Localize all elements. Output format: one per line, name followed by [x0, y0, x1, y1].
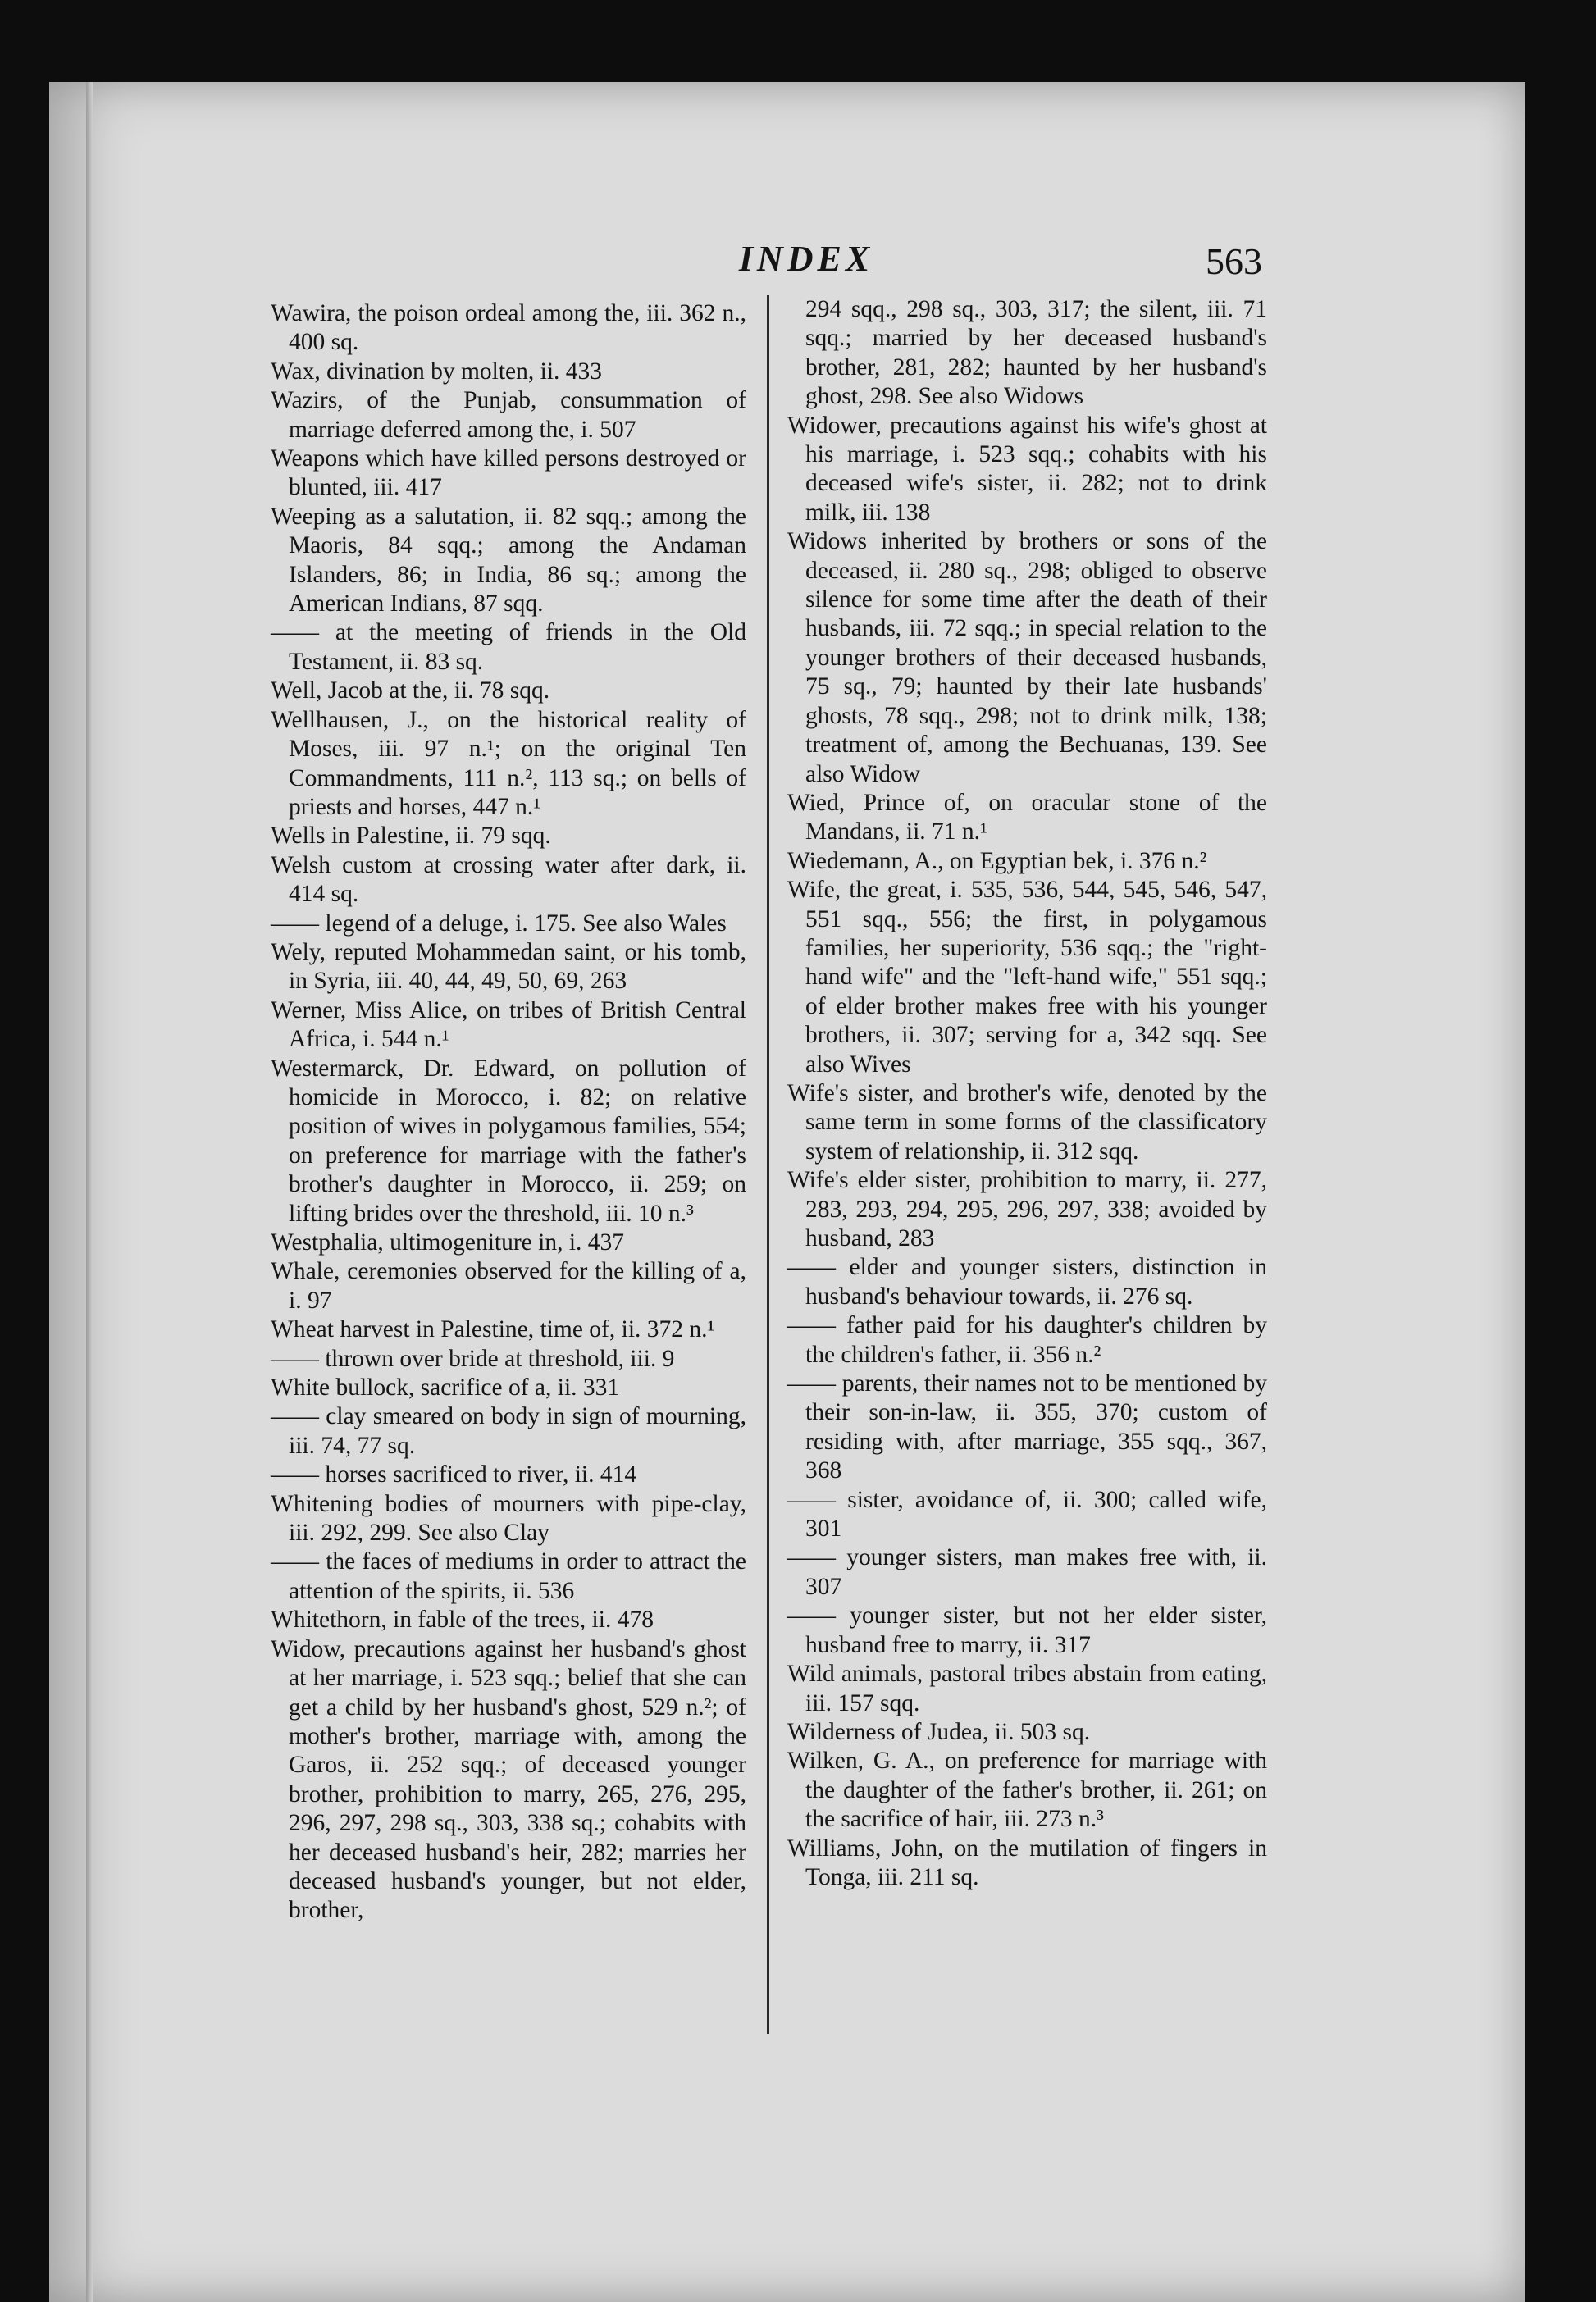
- index-entry: Williams, John, on the mutilation of fingers in Tonga, iii. 211 sq.: [787, 1835, 1267, 1890]
- index-entry: —— younger sister, but not her elder sister, husband free to marry, ii. 317: [787, 1602, 1267, 1658]
- index-entry: —— sister, avoidance of, ii. 300; called wife, 301: [787, 1486, 1267, 1543]
- page-binding-edge: [86, 82, 93, 2302]
- index-entry: Wellhausen, J., on the historical reality of Moses, iii. 97 n.¹; on the original Ten Commandments, 111 n.², 113 sq.; on bells of priests and horses, 447 n.¹: [271, 706, 746, 820]
- index-entry: —— the faces of mediums in order to attract the attention of the spirits, ii. 536: [271, 1548, 746, 1604]
- index-entry: Wheat harvest in Palestine, time of, ii. 372 n.¹: [271, 1316, 715, 1343]
- index-entry: White bullock, sacrifice of a, ii. 331: [271, 1374, 620, 1402]
- index-entry: Weapons which have killed persons destroyed or blunted, iii. 417: [271, 445, 746, 501]
- right-column: [767, 295, 1267, 2034]
- index-entry: Whitening bodies of mourners with pipe-clay, iii. 292, 299. See also Clay: [271, 1490, 746, 1547]
- index-entry: —— clay smeared on body in sign of mourning, iii. 74, 77 sq.: [271, 1403, 746, 1459]
- index-entry: Welsh custom at crossing water after dark, ii. 414 sq.: [271, 851, 746, 908]
- left-column: [271, 299, 746, 1926]
- index-entry: Wilken, G. A., on preference for marriage with the daughter of the father's brother, ii. 261; on the sacrifice of hair, iii. 273 n.³: [787, 1748, 1267, 1833]
- index-entry: Wild animals, pastoral tribes abstain from eating, iii. 157 sqq.: [787, 1661, 1267, 1716]
- index-entry: Werner, Miss Alice, on tribes of British Central Africa, i. 544 n.¹: [271, 996, 746, 1053]
- index-entry: —— at the meeting of friends in the Old Testament, ii. 83 sq.: [271, 619, 746, 675]
- index-entry: —— younger sisters, man makes free with, ii. 307: [787, 1544, 1267, 1600]
- page-number: 563: [1206, 240, 1262, 282]
- page-title: INDEX: [738, 239, 874, 279]
- index-entry: Wely, reputed Mohammedan saint, or his tomb, in Syria, iii. 40, 44, 49, 50, 69, 263: [271, 938, 746, 995]
- index-entry: Westphalia, ultimogeniture in, i. 437: [271, 1229, 625, 1256]
- index-entry: Wazirs, of the Punjab, consummation of marriage deferred among the, i. 507: [271, 387, 746, 443]
- index-entry: Wiedemann, A., on Egyptian bek, i. 376 n.²: [787, 847, 1207, 874]
- index-entry: —— legend of a deluge, i. 175. See also Wales: [271, 909, 727, 937]
- index-entry: Wax, divination by molten, ii. 433: [271, 358, 603, 385]
- index-entry: Widows inherited by brothers or sons of the deceased, ii. 280 sq., 298; obliged to observe silence for some time after the death of their husbands, iii. 72 sqq.; in special relation to the younger brothers of their deceased husbands, 75 sq., 79; haunted by their late husbands' ghosts, 78 sqq., 298; not to drink milk, 138; treatment of, among the Bechuanas, 139. See also Widow: [787, 528, 1267, 787]
- index-entry: Wife, the great, i. 535, 536, 544, 545, 546, 547, 551 sqq., 556; the first, in polygamous families, her superiority, 536 sqq.; the "right-hand wife" and the "left-hand wife," 551 sqq.; of elder brother makes free with his younger brothers, ii. 307; serving for a, 342 sqq. See also Wives: [787, 877, 1267, 1078]
- index-entry: Whitethorn, in fable of the trees, ii. 478: [271, 1607, 654, 1634]
- index-entry: Wells in Palestine, ii. 79 sqq.: [271, 823, 551, 850]
- index-entry: —— father paid for his daughter's children by the children's father, ii. 356 n.²: [787, 1312, 1267, 1368]
- index-entry: Well, Jacob at the, ii. 78 sqq.: [271, 677, 550, 704]
- index-entry: —— elder and younger sisters, distinction in husband's behaviour towards, ii. 276 sq.: [787, 1254, 1267, 1310]
- index-entry: Westermarck, Dr. Edward, on pollution of homicide in Morocco, i. 82; on relative position of wives in polygamous families, 554; on preference for marriage with the father's brother's daughter in Morocco, ii. 259; on lifting brides over the threshold, iii. 10 n.³: [271, 1055, 746, 1227]
- index-entry: —— thrown over bride at threshold, iii. 9: [271, 1345, 675, 1372]
- index-entry: Wawira, the poison ordeal among the, iii. 362 n., 400 sq.: [271, 300, 746, 356]
- index-entry: Wife's elder sister, prohibition to marry, ii. 277, 283, 293, 294, 295, 296, 297, 338; avoided by husband, 283: [787, 1167, 1267, 1251]
- index-entry: Wife's sister, and brother's wife, denoted by the same term in some forms of the classificatory system of relationship, ii. 312 sqq.: [787, 1079, 1267, 1165]
- index-entry: Widow, precautions against her husband's ghost at her marriage, i. 523 sqq.; belief that she can get a child by her husband's ghost, 529 n.²; of mother's brother, marriage with, among the Garos, ii. 252 sqq.; of deceased younger brother, prohibition to marry, 265, 276, 295, 296, 297, 298 sq., 303, 338 sq.; cohabits with her deceased husband's heir, 282; marries her deceased husband's younger, but not elder, brother,: [271, 1635, 746, 1924]
- index-entry: Widower, precautions against his wife's ghost at his marriage, i. 523 sqq.; cohabits with his deceased wife's sister, ii. 282; not to drink milk, iii. 138: [787, 412, 1267, 526]
- index-entry: Weeping as a salutation, ii. 82 sqq.; among the Maoris, 84 sqq.; among the Andaman Islanders, 86; in India, 86 sq.; among the American Indians, 87 sqq.: [271, 503, 746, 618]
- index-entry: Wied, Prince of, on oracular stone of the Mandans, ii. 71 n.¹: [787, 789, 1267, 846]
- running-head: [49, 238, 1525, 287]
- index-entry: 294 sqq., 298 sq., 303, 317; the silent, iii. 71 sqq.; married by her deceased husband's brother, 281, 282; haunted by her husband's ghost, 298. See also Widows: [805, 296, 1267, 410]
- index-entry: —— parents, their names not to be mentioned by their son-in-law, ii. 355, 370; custom of residing with, after marriage, 355 sqq., 367, 368: [787, 1370, 1267, 1484]
- index-entry: Whale, ceremonies observed for the killing of a, i. 97: [271, 1258, 746, 1314]
- index-entry: Wilderness of Judea, ii. 503 sq.: [787, 1718, 1091, 1745]
- index-entry: —— horses sacrificed to river, ii. 414: [271, 1461, 637, 1488]
